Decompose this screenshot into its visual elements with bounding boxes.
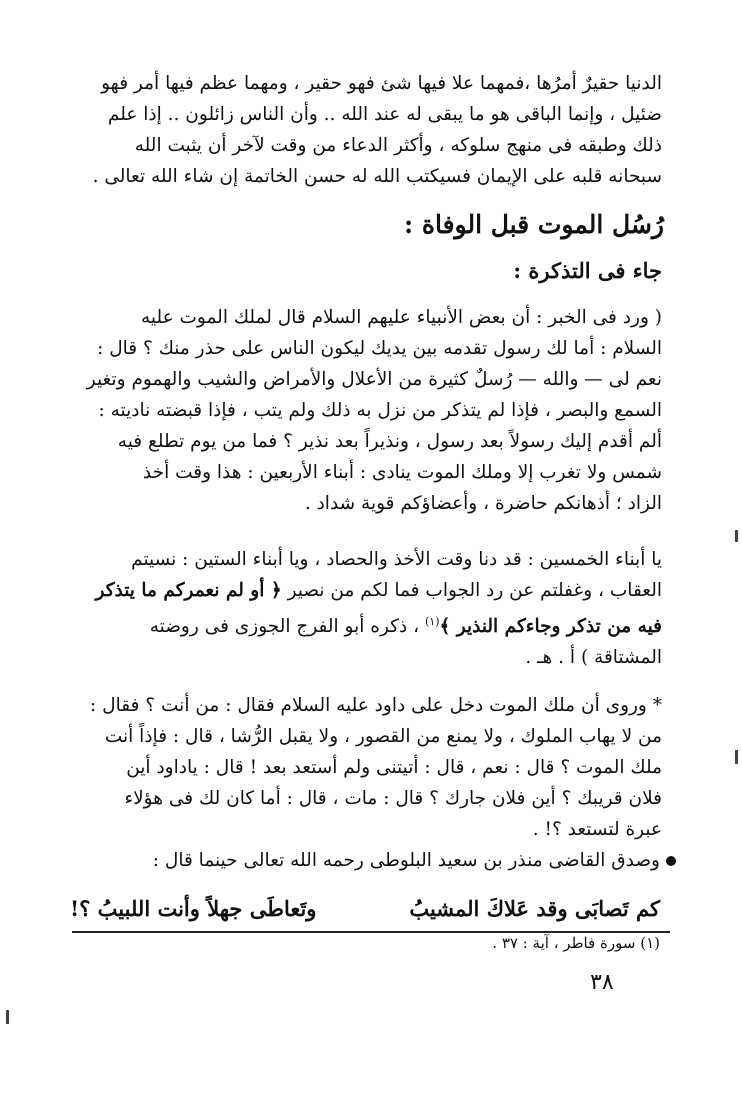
ages-paragraph bbox=[72, 544, 662, 673]
scan-mark bbox=[6, 1010, 9, 1024]
quran-quote: ﴿ أو لم نعمركم ما يتذكر bbox=[95, 580, 282, 601]
text-line: يا أبناء الخمسين : قد دنا وقت الأخذ والحصاد ، ويا أبناء الستين : نسيتم bbox=[131, 549, 662, 570]
section-heading: رُسُل الموت قبل الوفاة : bbox=[403, 210, 664, 239]
text-line: ( ورد فى الخبر : أن بعض الأنبياء عليهم السلام قال لملك الموت عليه bbox=[140, 307, 662, 328]
page-number: ٣٨ bbox=[590, 970, 614, 995]
scan-mark bbox=[735, 750, 738, 764]
text-line: ملك الموت ؟ قال : نعم ، قال : أتيتنى ولم أستعد بعد ! قال : ياداود أين bbox=[126, 757, 662, 778]
text-line: ذلك وطبقه فى منهج سلوكه ، وأكثر الدعاء من وقت لآخر أن يثبت الله bbox=[134, 135, 662, 156]
text-line: سبحانه قلبه على الإيمان فسيكتب الله له حسن الخاتمة إن شاء الله تعالى . bbox=[92, 166, 662, 187]
text-line: المشتاقة ) أ . هـ . bbox=[525, 647, 662, 669]
verse-second-half: وتَعاطَى جهلاً وأنت اللبيبُ ؟! bbox=[70, 896, 317, 921]
text-segment: وصدق القاضى منذر بن سعيد البلوطى رحمه الله تعالى حينما قال : bbox=[152, 850, 660, 871]
text-line bbox=[72, 606, 662, 642]
text-line: فلان قريبك ؟ أين فلان جارك ؟ قال : مات ، قال : أما كان لك فى هؤلاء bbox=[124, 788, 662, 809]
text-line: الدنيا حقيرٌ أمرُها ،فمهما علا فيها شئ فهو حقير ، ومهما عظم فيها أمر فهو bbox=[101, 73, 662, 94]
intro-paragraph bbox=[72, 68, 662, 192]
tadhkira-paragraph bbox=[72, 302, 662, 519]
dawud-paragraph bbox=[72, 690, 662, 876]
text-line: الزاد ؛ أذهانكم حاضرة ، وأعضاؤكم قوية شداد . bbox=[304, 493, 662, 514]
scan-mark bbox=[735, 530, 738, 542]
text-segment: العقاب ، وغفلتم عن رد الجواب فما لكم من نصير bbox=[287, 580, 662, 601]
text-line bbox=[72, 575, 662, 606]
text-line: شمس ولا تغرب إلا وملك الموت ينادى : أبناء الأربعين : هذا وقت أخذ bbox=[142, 462, 662, 483]
poem-verse bbox=[70, 896, 660, 921]
text-segment: ، ذكره أبو الفرج الجوزى فى روضته bbox=[149, 616, 420, 638]
subsection-heading: جاء فى التذكرة : bbox=[513, 258, 662, 283]
footnote: (١) سورة فاطر ، آية : ٣٧ . bbox=[492, 934, 660, 952]
bullet-icon bbox=[666, 856, 676, 866]
text-line: نعم لى — والله — رُسلٌ كثيرة من الأعلال والأمراض والشيب والهموم وتغير bbox=[86, 369, 662, 390]
text-line: * وروى أن ملك الموت دخل على داود عليه السلام فقال : من أنت ؟ فقال : bbox=[90, 695, 662, 716]
text-line: ضئيل ، وإنما الباقى هو ما يبقى له عند الله .. وأن الناس زائلون .. إذا علم bbox=[107, 104, 662, 125]
verse-first-half: كم تَصابَى وقد عَلاكَ المشيبُ bbox=[409, 896, 660, 921]
text-line: السمع والبصر ، فإذا لم يتذكر من نزل به ذلك ولم يتب ، فإذا قبضته ناديته : bbox=[98, 400, 662, 421]
footnote-ref: (١) bbox=[424, 615, 440, 628]
text-line bbox=[72, 845, 676, 876]
text-line: من لا يهاب الملوك ، ولا يمنع من القصور ، ولا يقبل الرُّشا ، قال : فإذاً أنت bbox=[104, 726, 662, 747]
text-line: ألم أقدم إليك رسولاً بعد رسول ، ونذيراً بعد نذير ؟ فما من يوم تطلع فيه bbox=[117, 431, 662, 452]
footnote-divider bbox=[72, 931, 670, 933]
text-line: عبرة لتستعد ؟! . bbox=[532, 819, 662, 840]
quran-quote: فيه من تذكر وجاءكم النذير ﴾ bbox=[439, 616, 662, 638]
text-line: السلام : أما لك رسول تقدمه بين يديك ليكون الناس على حذر منك ؟ قال : bbox=[97, 338, 662, 359]
